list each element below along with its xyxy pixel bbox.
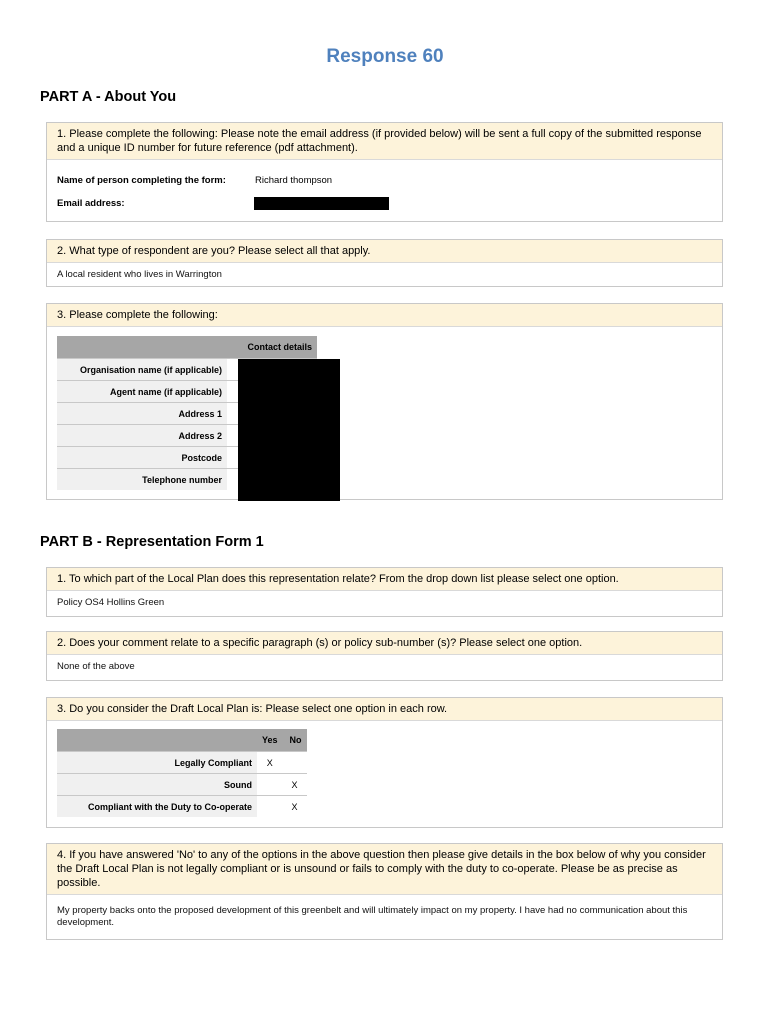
part-a-q2-box <box>46 239 723 287</box>
compliance-no-cell: X <box>283 796 307 818</box>
part-b-q4-box <box>46 843 723 940</box>
compliance-row <box>57 752 307 774</box>
part-b-q3-box <box>46 697 723 828</box>
part-a-q3-question: 3. Please complete the following: <box>47 304 722 327</box>
part-b-q1-question: 1. To which part of the Local Plan does this representation relate? From the drop down list please select one option. <box>47 568 722 591</box>
part-b-q4-answer: My property backs onto the proposed development of this greenbelt and will ultimately impact on my property. I have had no communication about this development. <box>57 905 688 928</box>
compliance-row-label: Sound <box>57 774 257 796</box>
part-b-q1-box <box>46 567 723 617</box>
compliance-row <box>57 796 307 818</box>
compliance-no-cell: X <box>283 774 307 796</box>
compliance-yes-cell <box>257 774 283 796</box>
page-title: Response 60 <box>326 46 444 67</box>
contact-row-label: Agent name (if applicable) <box>57 381 227 403</box>
part-a-q3-box <box>46 303 723 500</box>
contact-row-label: Telephone number <box>57 469 227 491</box>
compliance-yes-cell: X <box>257 752 283 774</box>
part-a-q2-answer: A local resident who lives in Warrington <box>57 269 222 280</box>
no-column-header: No <box>283 729 307 752</box>
compliance-yes-cell <box>257 796 283 818</box>
part-a-q1-box <box>46 122 723 222</box>
compliance-row <box>57 774 307 796</box>
part-b-q2-answer: None of the above <box>57 661 135 672</box>
part-b-heading: PART B - Representation Form 1 <box>40 534 264 550</box>
part-b-q2-box <box>46 631 723 681</box>
part-a-q2-question: 2. What type of respondent are you? Please select all that apply. <box>47 240 722 263</box>
compliance-no-cell <box>283 752 307 774</box>
part-a-heading: PART A - About You <box>40 89 177 105</box>
part-b-q1-answer: Policy OS4 Hollins Green <box>57 597 165 608</box>
contact-row-label: Address 2 <box>57 425 227 447</box>
part-b-q3-question: 3. Do you consider the Draft Local Plan is: Please select one option in each row. <box>47 698 722 721</box>
part-b-q2-question: 2. Does your comment relate to a specific paragraph (s) or policy sub-number (s)? Please select one option. <box>47 632 722 655</box>
contact-redaction <box>238 359 340 501</box>
email-redaction <box>254 197 389 210</box>
contact-row-label: Organisation name (if applicable) <box>57 359 227 381</box>
yes-column-header: Yes <box>257 729 283 752</box>
compliance-row-label: Compliant with the Duty to Co-operate <box>57 796 257 818</box>
compliance-table <box>57 729 307 817</box>
part-a-q1-question: 1. Please complete the following: Please note the email address (if provided below) will be sent a full copy of the submitted response and a unique ID number for future reference (pdf attachment). <box>47 123 722 160</box>
part-b-q4-question: 4. If you have answered 'No' to any of the options in the above question then please give details in the box below of why you consider the Draft Local Plan is not legally compliant or is unsound or fails to comply with the duty to co-operate. Please be as precise as possible. <box>47 844 722 895</box>
compliance-row-label: Legally Compliant <box>57 752 257 774</box>
name-label: Name of person completing the form: <box>57 175 226 186</box>
name-value: Richard thompson <box>255 175 333 186</box>
contact-row-label: Address 1 <box>57 403 227 425</box>
email-label: Email address: <box>57 198 125 209</box>
contact-row-label: Postcode <box>57 447 227 469</box>
contact-details-header: Contact details <box>227 336 317 359</box>
